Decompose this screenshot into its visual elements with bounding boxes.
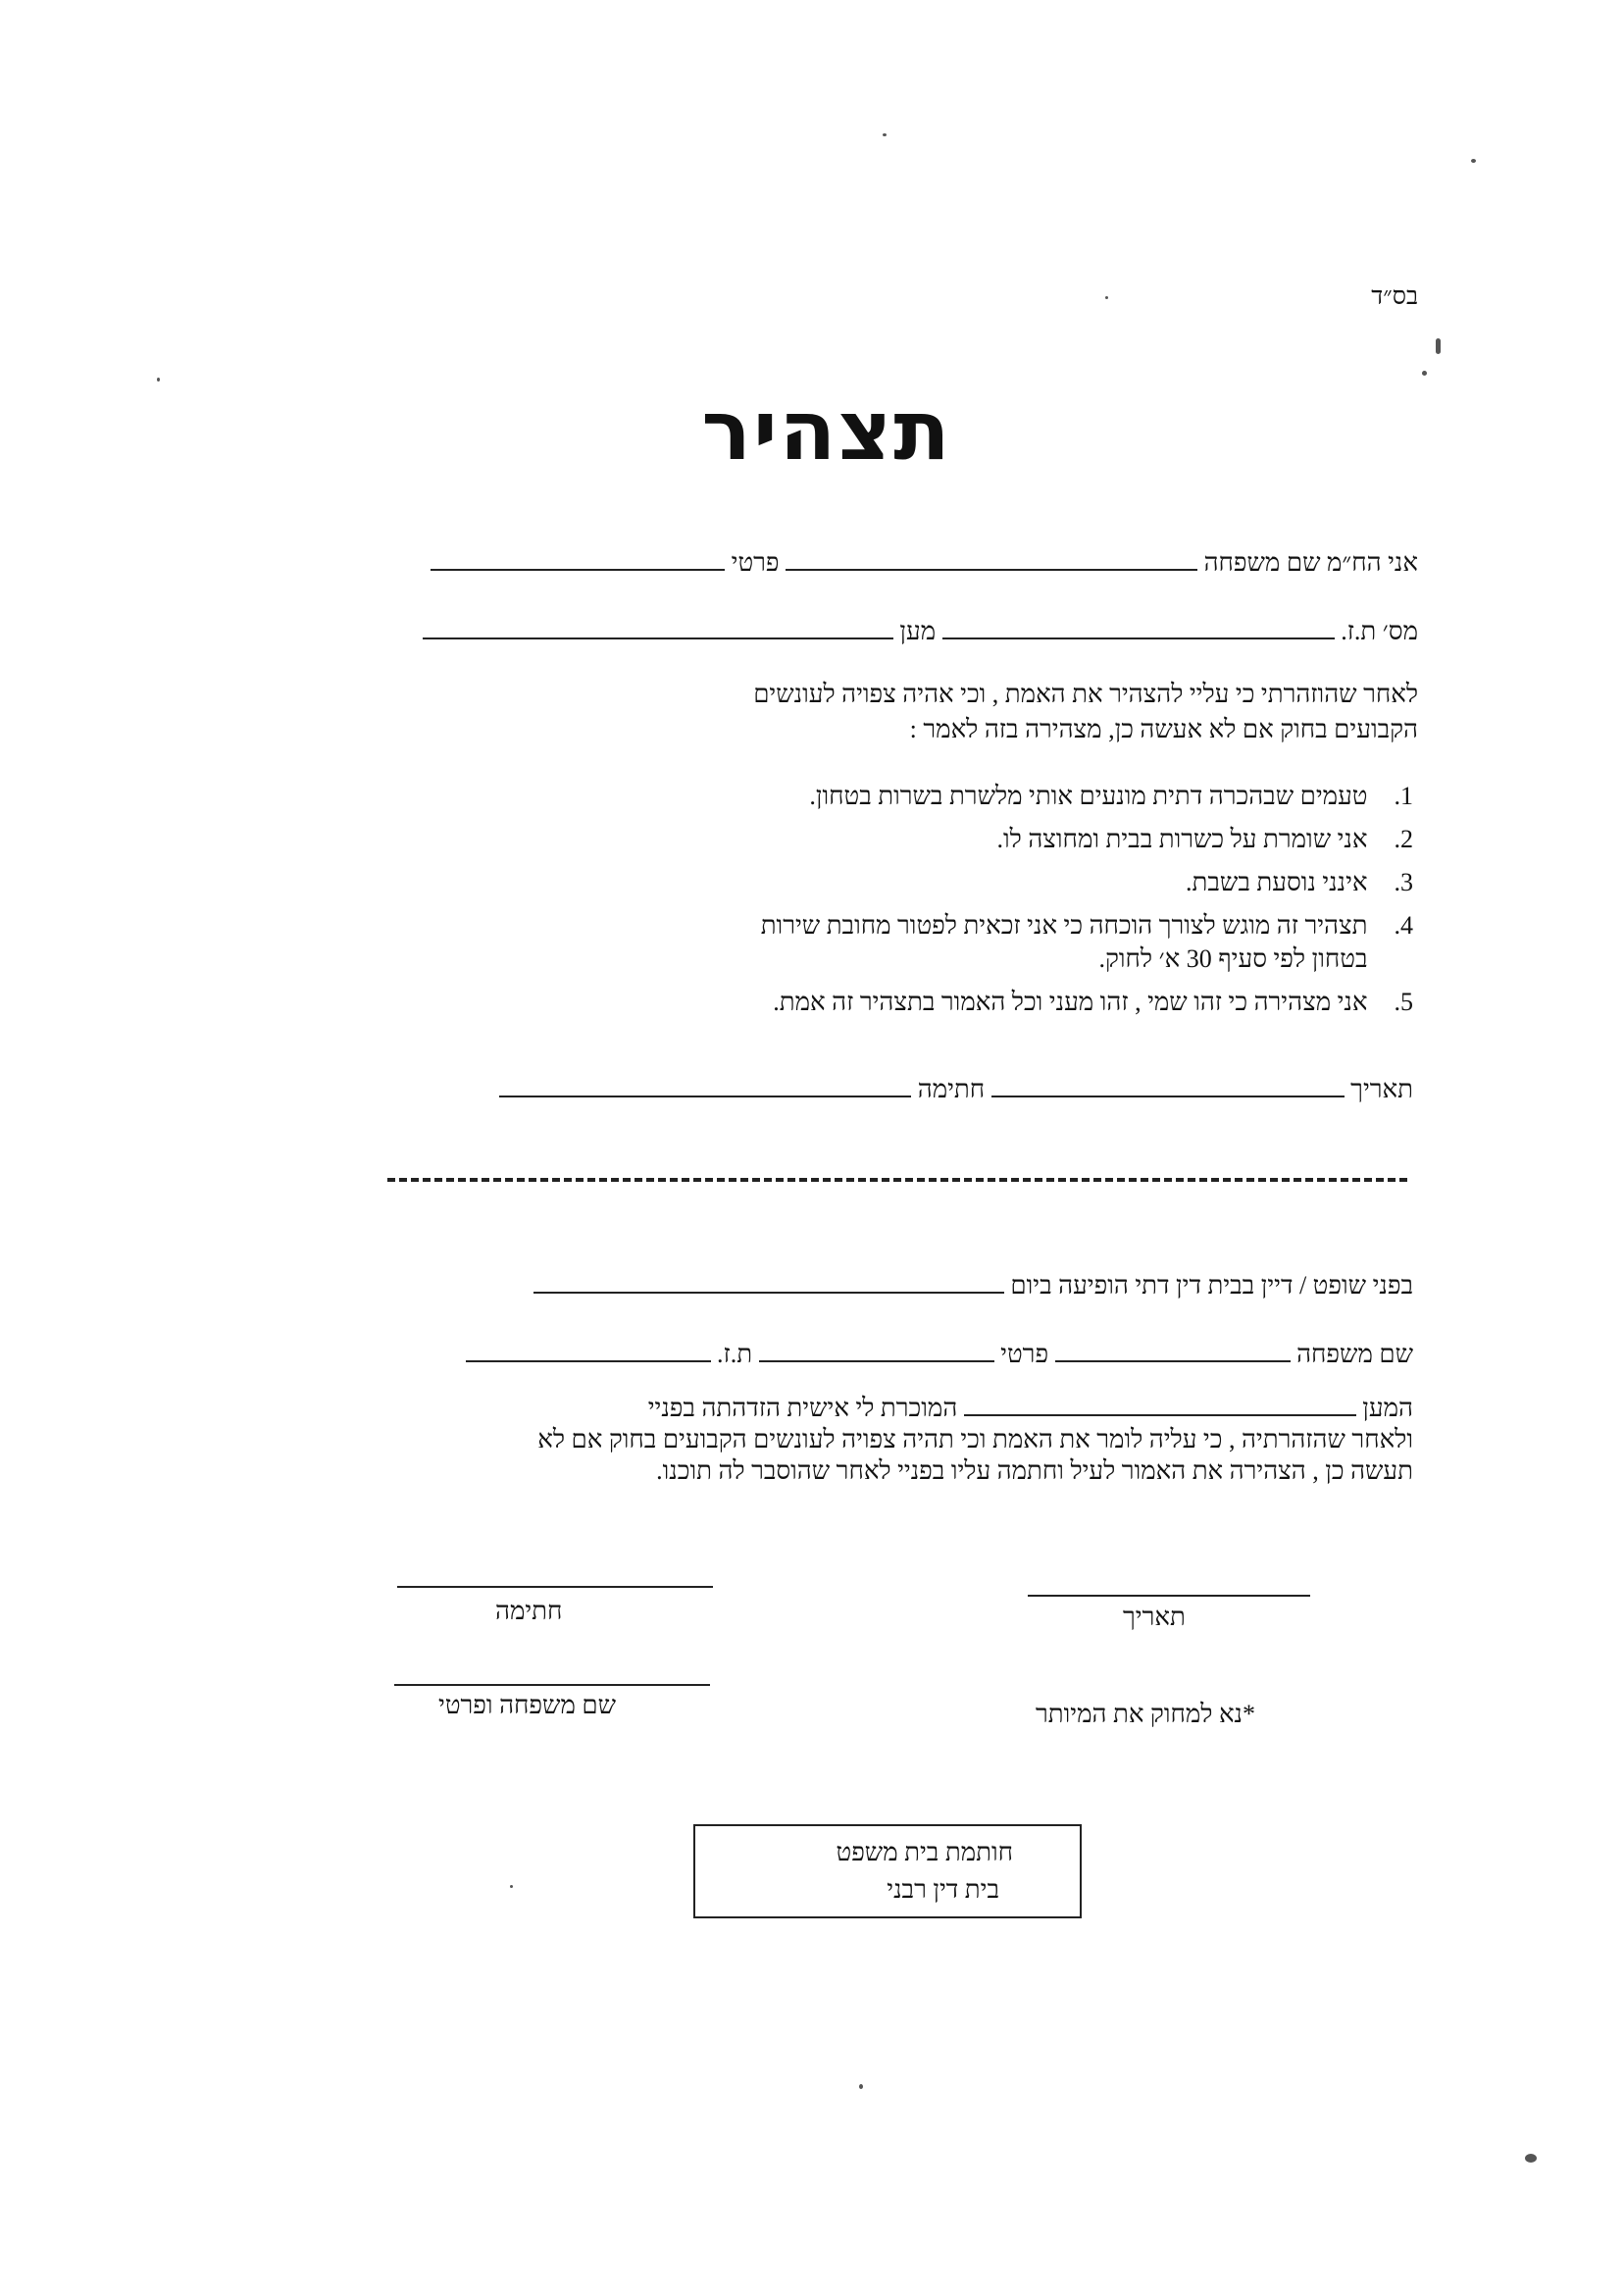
header-mark: בס״ד <box>1371 283 1418 310</box>
bottom-date-line[interactable] <box>1028 1595 1310 1597</box>
bottom-signature-line[interactable] <box>397 1586 713 1588</box>
declarant-line-1 <box>431 547 1418 576</box>
strike-note: *נא למחוק את המיותר <box>1036 1700 1256 1728</box>
intro-line: לאחר שהוזהרתי כי עליי להצהיר את האמת , וכי אהיה צפויה לעונשים <box>753 680 1418 708</box>
stamp-line-1: חותמת בית משפט <box>836 1838 1013 1866</box>
court-id-label: ת.ז. <box>717 1340 753 1368</box>
scan-speck <box>1105 296 1108 299</box>
scan-speck <box>1422 371 1427 376</box>
declarant-line-2 <box>423 616 1418 644</box>
scan-speck <box>510 1885 513 1888</box>
family-name-field[interactable] <box>786 547 1197 571</box>
bottom-name-label: שם משפחה ופרטי <box>438 1691 616 1719</box>
address-label: מען <box>899 617 937 645</box>
list-item <box>761 780 1413 813</box>
dashed-separator <box>387 1178 1407 1182</box>
document-title: תצהיר <box>701 382 952 479</box>
scan-speck <box>1525 2154 1537 2163</box>
scan-speck <box>883 133 887 136</box>
item-text: אני שומרת על כשרות בבית ומחוצה לו. <box>996 825 1368 853</box>
date-field[interactable] <box>991 1074 1345 1097</box>
signature-field[interactable] <box>499 1074 911 1097</box>
court-address-field[interactable] <box>964 1401 1356 1416</box>
bottom-date-label: תאריך <box>1123 1603 1186 1631</box>
court-family-name-label: שם משפחה <box>1296 1340 1413 1368</box>
item-text: תצהיר זה מוגש לצורך הוכחה כי אני זכאית לפטור מחובת שירות <box>760 911 1368 940</box>
scan-speck <box>1471 159 1476 163</box>
court-appearance-text: בפני שופט / דיין בבית דין דתי הופיעה ביום <box>1010 1271 1413 1300</box>
first-name-field[interactable] <box>431 547 725 571</box>
id-field[interactable] <box>942 616 1335 639</box>
appearance-date-field[interactable] <box>533 1270 1004 1294</box>
address-field[interactable] <box>423 616 893 639</box>
item-number: 3. <box>1394 868 1413 896</box>
id-label: מס׳ ת.ז. <box>1341 617 1418 645</box>
list-item <box>761 986 1413 1019</box>
item-number: 1. <box>1394 782 1413 810</box>
court-address-label: המען <box>1362 1394 1413 1422</box>
declaration-list <box>761 780 1413 1019</box>
court-line-2 <box>466 1339 1413 1367</box>
court-stamp-box <box>693 1824 1082 1918</box>
item-text: אינני נוסעת בשבת. <box>1186 868 1368 896</box>
court-para-line: ולאחר שהזהרתיה , כי עליה לומר את האמת וכי תהיה צפויה לעונשים הקבועים בחוק אם לא <box>537 1425 1413 1453</box>
scan-speck <box>1436 338 1441 354</box>
scan-speck <box>859 2084 863 2089</box>
item-number: 2. <box>1394 825 1413 853</box>
court-para-line: תעשה כן , הצהירה את האמור לעיל וחתמה עליו בפניי לאחר שהוסבר לה תוכנו. <box>656 1456 1413 1485</box>
court-first-name-label: פרטי <box>1000 1340 1049 1368</box>
signature-label: חתימה <box>917 1075 986 1103</box>
item-number: 5. <box>1394 988 1413 1016</box>
intro-paragraph <box>753 677 1418 747</box>
family-name-label: אני הח״מ שם משפחה <box>1203 548 1418 577</box>
date-signature-line <box>499 1074 1413 1102</box>
scan-speck <box>157 378 160 382</box>
court-id-field[interactable] <box>466 1339 711 1362</box>
court-paragraph <box>537 1393 1413 1487</box>
court-address-line <box>537 1393 1413 1424</box>
first-name-label: פרטי <box>731 548 780 577</box>
court-first-name-field[interactable] <box>759 1339 994 1362</box>
court-line-1 <box>533 1270 1413 1299</box>
court-identified-text: המוכרת לי אישית הזדהתה בפניי <box>647 1394 958 1422</box>
item-text: טעמים שבהכרה דתית מונעים אותי מלשרת בשרות בטחון. <box>809 782 1368 810</box>
bottom-signature-label: חתימה <box>495 1597 563 1625</box>
list-item <box>761 866 1413 899</box>
item-text: בטחון לפי סעיף 30 א׳ לחוק. <box>1098 944 1368 973</box>
stamp-line-2: בית דין רבני <box>887 1875 999 1904</box>
intro-line: הקבועים בחוק אם לא אעשה כן, מצהירה בזה לאמר : <box>909 715 1418 743</box>
court-family-name-field[interactable] <box>1055 1339 1291 1362</box>
date-label: תאריך <box>1350 1075 1413 1103</box>
list-item <box>761 909 1413 976</box>
list-item <box>761 823 1413 856</box>
item-text: אני מצהירה כי זהו שמי , זהו מעני וכל האמור בתצהיר זה אמת. <box>773 988 1368 1016</box>
item-number: 4. <box>1394 911 1413 940</box>
bottom-name-line[interactable] <box>394 1684 710 1686</box>
